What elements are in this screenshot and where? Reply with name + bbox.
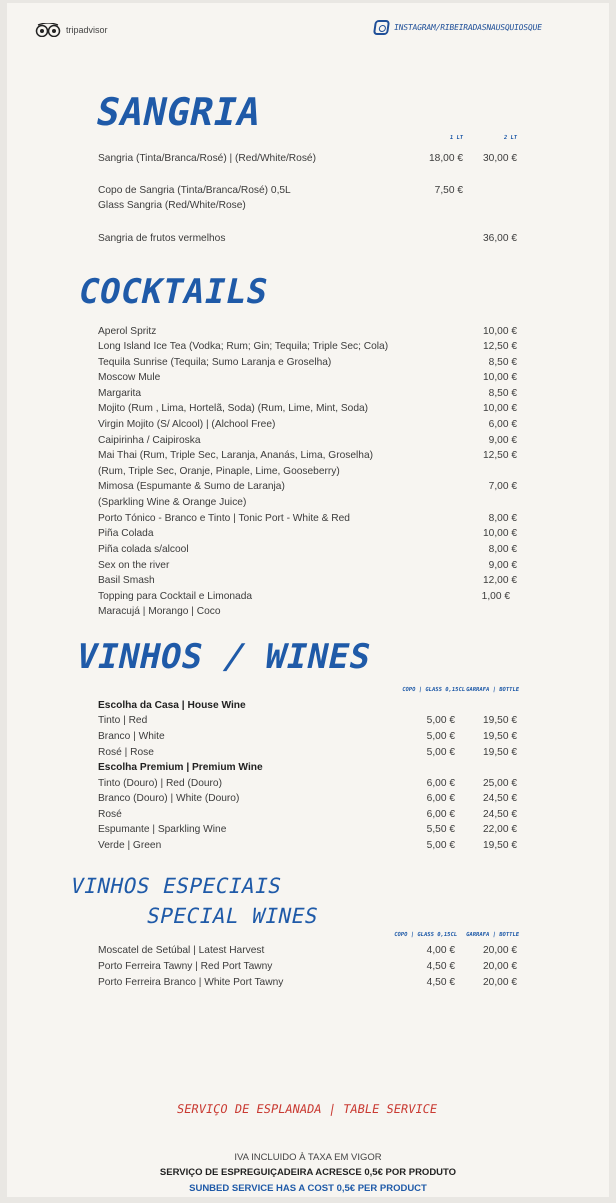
cocktail-name: Basil Smash [98,575,155,586]
cocktail-price: 8,50 € [488,388,517,399]
cocktail-name: Porto Tónico - Branco e Tinto | Tonic Port - White & Red [98,513,350,524]
wines-col-glass: COPO | GLASS 0,15CL [401,687,466,693]
cocktail-price: 8,00 € [488,513,517,524]
sangria-title: SANGRIA [92,90,266,134]
cocktails-title: COCKTAILS [74,272,272,312]
tripadvisor-owl-icon [35,23,61,37]
sangria-item-price-2lt: 30,00 € [483,153,517,164]
wine-name: Espumante | Sparkling Wine [98,824,227,835]
tripadvisor-badge[interactable] [35,23,108,37]
special-wine-name: Moscatel de Setúbal | Latest Harvest [98,945,265,956]
special-glass-price: 4,00 € [426,945,455,956]
wine-name: Branco (Douro) | White (Douro) [98,793,240,804]
cocktail-price: 12,00 € [483,575,517,586]
sangria-item-name-en: Glass Sangria (Red/White/Rose) [98,200,246,211]
table-service-note: SERVIÇO DE ESPLANADA | TABLE SERVICE [175,1102,439,1116]
special-glass-price: 4,50 € [426,961,455,972]
cocktail-name: Mojito (Rum , Lima, Hortelã, Soda) (Rum, Lime, Mint, Soda) [98,403,369,414]
sunbed-note-en: SUNBED SERVICE HAS A COST 0,5€ PER PRODUCT [189,1183,427,1194]
wine-glass-price: 6,00 € [426,793,455,804]
sangria-item-price-1lt: 18,00 € [429,153,463,164]
instagram-handle[interactable] [373,20,543,35]
wine-name: Rosé | Rose [98,747,154,758]
cocktail-name: Virgin Mojito (S/ Alcool) | (Alchool Free) [98,419,276,430]
wine-name: Verde | Green [98,840,162,851]
sunbed-note-pt: SERVIÇO DE ESPREGUIÇADEIRA ACRESCE 0,5€ POR PRODUTO [159,1167,457,1178]
cocktail-price: 7,00 € [488,481,517,492]
wine-name: Rosé [98,809,122,820]
cocktail-price: 10,00 € [483,372,517,383]
cocktail-price: 9,00 € [488,560,517,571]
sangria-col-1lt: 1 LT [449,135,464,141]
wines-col-bottle: GARRAFA | BOTTLE [465,687,520,693]
wine-bottle-price: 24,50 € [483,793,517,804]
cocktail-name: Tequila Sunrise (Tequila; Sumo Laranja e Groselha) [98,357,332,368]
cocktail-name: Caipirinha / Caipiroska [98,435,201,446]
sangria-item-price-1lt: 7,50 € [434,185,463,196]
cocktail-name-en: (Sparkling Wine & Orange Juice) [98,497,247,508]
sangria-item-name: Sangria de frutos vermelhos [98,233,226,244]
wine-glass-price: 5,00 € [426,731,455,742]
cocktail-name: Sex on the river [98,560,170,571]
cocktail-price: 8,00 € [488,544,517,555]
house-wine-heading: Escolha da Casa | House Wine [98,700,246,711]
wine-glass-price: 6,00 € [426,778,455,789]
wine-glass-price: 6,00 € [426,809,455,820]
sangria-col-2lt: 2 LT [503,135,518,141]
wine-bottle-price: 19,50 € [483,731,517,742]
premium-wine-heading: Escolha Premium | Premium Wine [98,762,263,773]
cocktail-name: Mimosa (Espumante & Sumo de Laranja) [98,481,285,492]
cocktail-price: 6,00 € [488,419,517,430]
wine-name: Tinto (Douro) | Red (Douro) [98,778,222,789]
wine-glass-price: 5,00 € [426,715,455,726]
cocktail-name: Piña Colada [98,528,154,539]
wine-bottle-price: 19,50 € [483,840,517,851]
special-wine-name: Porto Ferreira Branco | White Port Tawny [98,977,284,988]
cocktail-name: Margarita [98,388,142,399]
sangria-item-name: Copo de Sangria (Tinta/Branca/Rosé) 0,5L [98,185,291,196]
cocktail-name-en: (Rum, Triple Sec, Oranje, Pinaple, Lime, Gooseberry) [98,466,340,477]
sangria-item-price-2lt: 36,00 € [483,233,517,244]
wine-bottle-price: 19,50 € [483,747,517,758]
special-bottle-price: 20,00 € [483,961,517,972]
iva-note: IVA INCLUIDO À TAXA EM VIGOR [234,1152,382,1163]
cocktail-name: Mai Thai (Rum, Triple Sec, Laranja, Ananás, Lima, Groselha) [98,450,373,461]
special-col-bottle: GARRAFA | BOTTLE [465,932,520,938]
tripadvisor-label: tripadvisor [66,25,108,35]
special-wines-title-en: SPECIAL WINES [144,904,321,928]
cocktail-price: 10,00 € [483,403,517,414]
wine-glass-price: 5,50 € [426,824,455,835]
wine-bottle-price: 25,00 € [483,778,517,789]
cocktail-price: 8,50 € [488,357,517,368]
special-col-glass: COPO | GLASS 0,15CL [393,932,458,938]
menu-page [7,3,609,1197]
cocktail-price: 9,00 € [488,435,517,446]
wine-name: Tinto | Red [98,715,148,726]
instagram-text: INSTAGRAM/RIBEIRADASNAUSQUIOSQUE [393,23,543,32]
wine-bottle-price: 22,00 € [483,824,517,835]
wine-bottle-price: 19,50 € [483,715,517,726]
wine-glass-price: 5,00 € [426,747,455,758]
special-bottle-price: 20,00 € [483,945,517,956]
wine-bottle-price: 24,50 € [483,809,517,820]
cocktail-price: 10,00 € [483,528,517,539]
special-bottle-price: 20,00 € [483,977,517,988]
special-glass-price: 4,50 € [426,977,455,988]
sangria-item-name: Sangria (Tinta/Branca/Rosé) | (Red/White/Rosé) [98,153,316,164]
instagram-icon [373,20,390,35]
wines-title: VINHOS / WINES [72,637,375,677]
cocktail-price: 1,00 € [481,591,510,602]
cocktail-name: Topping para Cocktail e Limonada [98,591,253,602]
wine-glass-price: 5,00 € [426,840,455,851]
cocktail-name: Piña colada s/alcool [98,544,189,555]
special-wine-name: Porto Ferreira Tawny | Red Port Tawny [98,961,273,972]
wine-name: Branco | White [98,731,165,742]
cocktail-name: Aperol Spritz [98,326,157,337]
cocktail-name-en: Maracujá | Morango | Coco [98,606,221,617]
cocktail-price: 12,50 € [483,341,517,352]
cocktail-name: Long Island Ice Tea (Vodka; Rum; Gin; Tequila; Triple Sec; Cola) [98,341,389,352]
cocktail-name: Moscow Mule [98,372,161,383]
cocktail-price: 12,50 € [483,450,517,461]
cocktail-price: 10,00 € [483,326,517,337]
special-wines-title-pt: VINHOS ESPECIAIS [68,874,284,898]
